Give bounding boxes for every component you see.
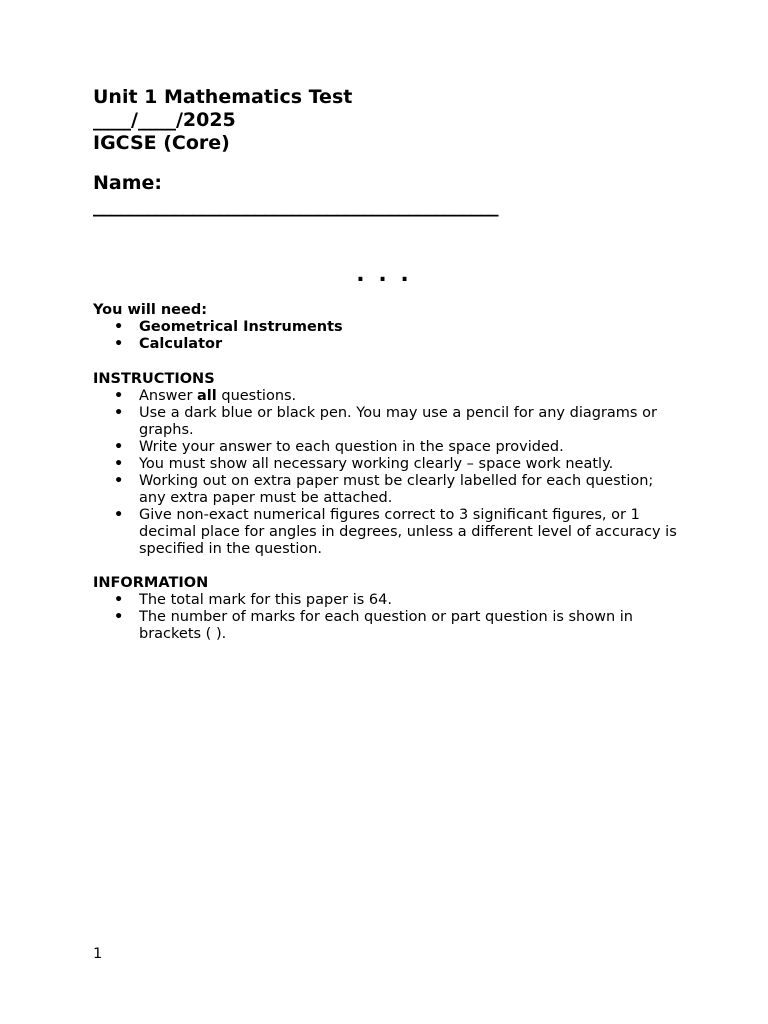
list-item — [93, 388, 683, 405]
section-separator: . . . — [356, 262, 412, 287]
you-will-need-heading: You will need: — [93, 302, 208, 318]
list-item: • Geometrical Instruments — [93, 319, 683, 336]
answer-suffix: questions. — [216, 388, 297, 404]
answer-prefix: Answer — [139, 388, 198, 404]
list-item: • Write your answer to each question in the space provided. — [93, 439, 683, 456]
list-item: • The total mark for this paper is 64. — [93, 592, 683, 609]
instructions-section — [93, 371, 683, 558]
course-level: IGCSE (Core) — [93, 132, 230, 154]
answer-emphasis: all — [197, 388, 217, 404]
you-will-need-section — [93, 302, 683, 353]
list-item: • Calculator — [93, 336, 683, 353]
list-item: • You must show all necessary working clearly – space work neatly. — [93, 456, 683, 473]
list-item: • Working out on extra paper must be clearly labelled for each question; any extra paper must be attached. — [93, 473, 683, 507]
instructions-list — [93, 388, 683, 558]
title-block — [93, 86, 352, 195]
information-heading: INFORMATION — [93, 575, 209, 591]
page-number: 1 — [93, 946, 103, 962]
instructions-heading: INSTRUCTIONS — [93, 371, 215, 387]
you-will-need-list — [93, 319, 683, 353]
test-title: Unit 1 Mathematics Test — [93, 86, 353, 108]
information-section — [93, 575, 683, 643]
list-item: • Use a dark blue or black pen. You may use a pencil for any diagrams or graphs. — [93, 405, 683, 439]
name-blank-line: _____________________________________________ — [93, 195, 498, 217]
list-item: • The number of marks for each question or part question is shown in brackets ( ). — [93, 609, 683, 643]
date-line: ____/____/2025 — [93, 109, 236, 131]
name-label: Name: — [93, 172, 163, 194]
information-list — [93, 592, 683, 643]
list-item: • Give non-exact numerical figures correct to 3 significant figures, or 1 decimal place for angles in degrees, unless a different level of accuracy is specified in the question. — [93, 507, 683, 558]
